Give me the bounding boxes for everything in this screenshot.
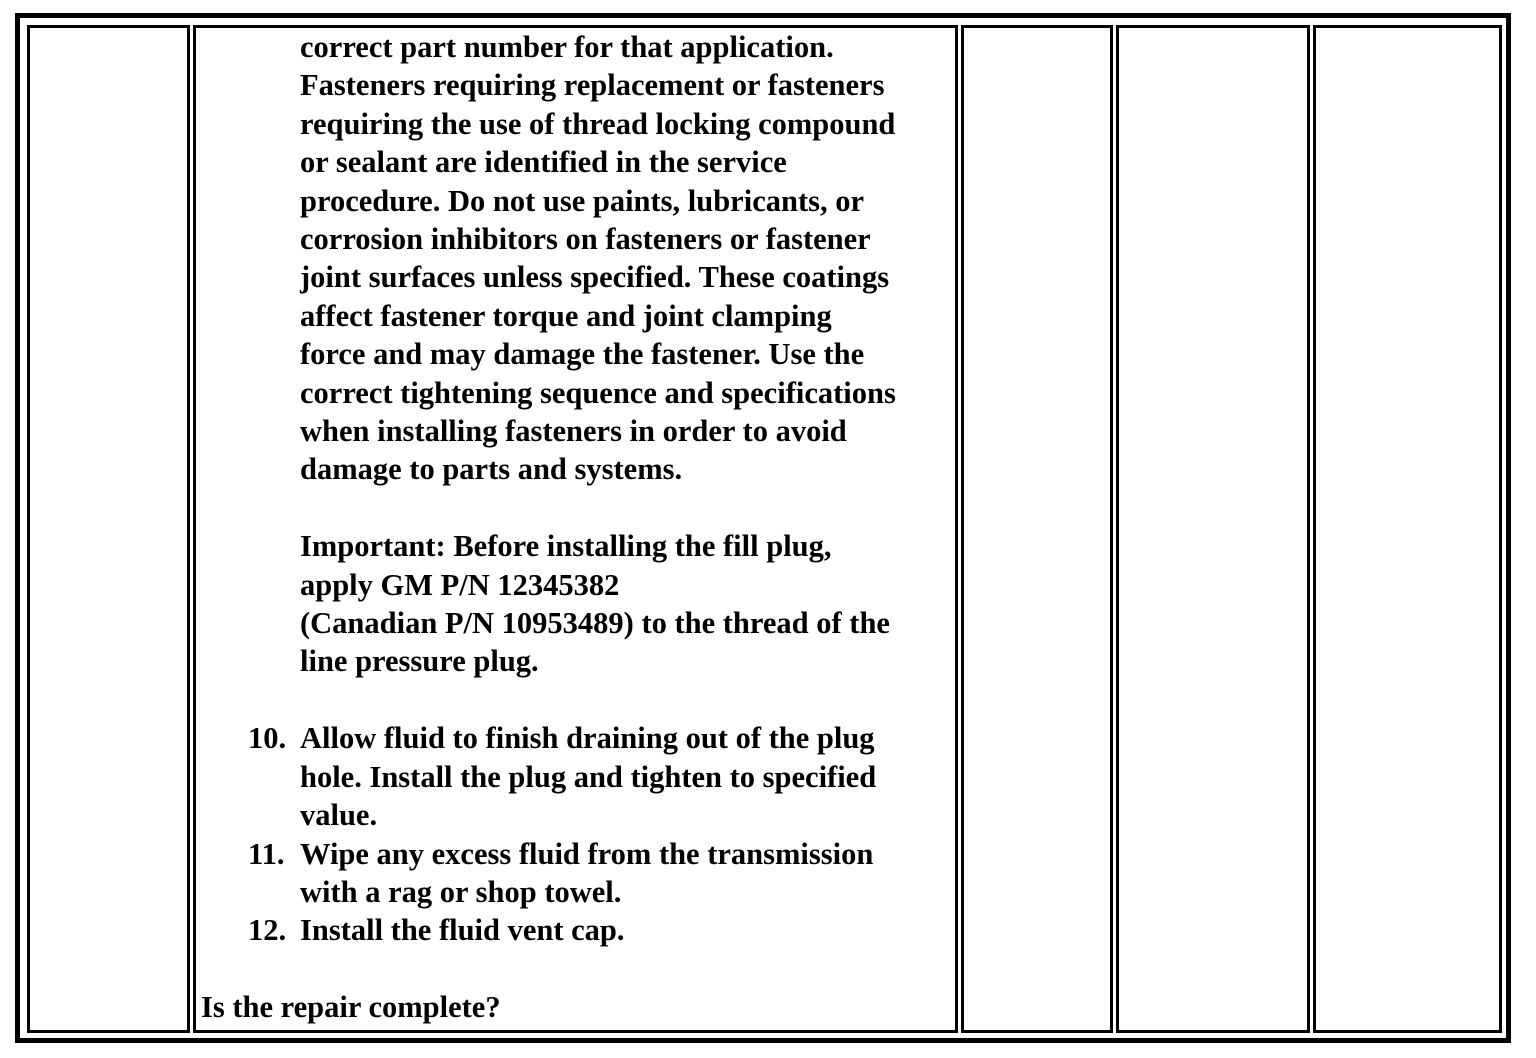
- notice-line: when installing fasteners in order to avoid: [300, 414, 847, 449]
- step-line: hole. Install the plug and tighten to specified: [300, 759, 877, 794]
- step-number: 11.: [248, 836, 285, 871]
- notice-line: requiring the use of thread locking compound: [300, 106, 896, 141]
- spacer: [196, 489, 955, 527]
- step-10: [248, 719, 955, 834]
- notice-line: correct part number for that application.: [300, 30, 834, 64]
- notice-line: corrosion inhibitors on fasteners or fastener: [300, 222, 871, 257]
- step-line: value.: [300, 798, 378, 833]
- notice-line: joint surfaces unless specified. These coatings: [300, 260, 890, 295]
- notice-line: force and may damage the fastener. Use the: [300, 337, 865, 372]
- procedure-table: [15, 13, 1511, 1043]
- notice-line: Fasteners requiring replacement or fasteners: [300, 68, 885, 103]
- action-cell: [193, 25, 958, 1033]
- notice-line: or sealant are identified in the service: [300, 145, 787, 180]
- yes-cell: [1116, 25, 1310, 1033]
- step-number: 12.: [248, 913, 287, 948]
- step-12: [248, 911, 955, 949]
- step-line: with a rag or shop towel.: [300, 874, 622, 909]
- repair-complete-question: Is the repair complete?: [201, 990, 501, 1025]
- action-text: [196, 28, 955, 1027]
- spacer: [196, 950, 955, 988]
- notice-line: affect fastener torque and joint clamping: [300, 298, 832, 333]
- step-line: Allow fluid to finish draining out of the plug: [300, 721, 875, 756]
- step-line: Install the fluid vent cap.: [300, 913, 625, 948]
- step-number-cell: [27, 25, 190, 1033]
- step-line: Wipe any excess fluid from the transmission: [300, 836, 874, 871]
- important-line: (Canadian P/N 10953489) to the thread of the: [300, 606, 890, 641]
- no-cell: [1313, 25, 1502, 1033]
- step-number: 10.: [248, 721, 287, 756]
- notice-line: damage to parts and systems.: [300, 452, 683, 487]
- notice-line: correct tightening sequence and specifications: [300, 375, 896, 410]
- spacer: [196, 681, 955, 719]
- fastener-notice: [300, 28, 955, 489]
- notice-line: procedure. Do not use paints, lubricants, or: [300, 183, 865, 218]
- important-line: Important: Before installing the fill plug,: [300, 529, 832, 564]
- step-11: [248, 835, 955, 912]
- important-line: line pressure plug.: [300, 644, 539, 679]
- value-cell: [961, 25, 1113, 1033]
- important-line: apply GM P/N 12345382: [300, 567, 620, 602]
- important-note: [300, 527, 955, 681]
